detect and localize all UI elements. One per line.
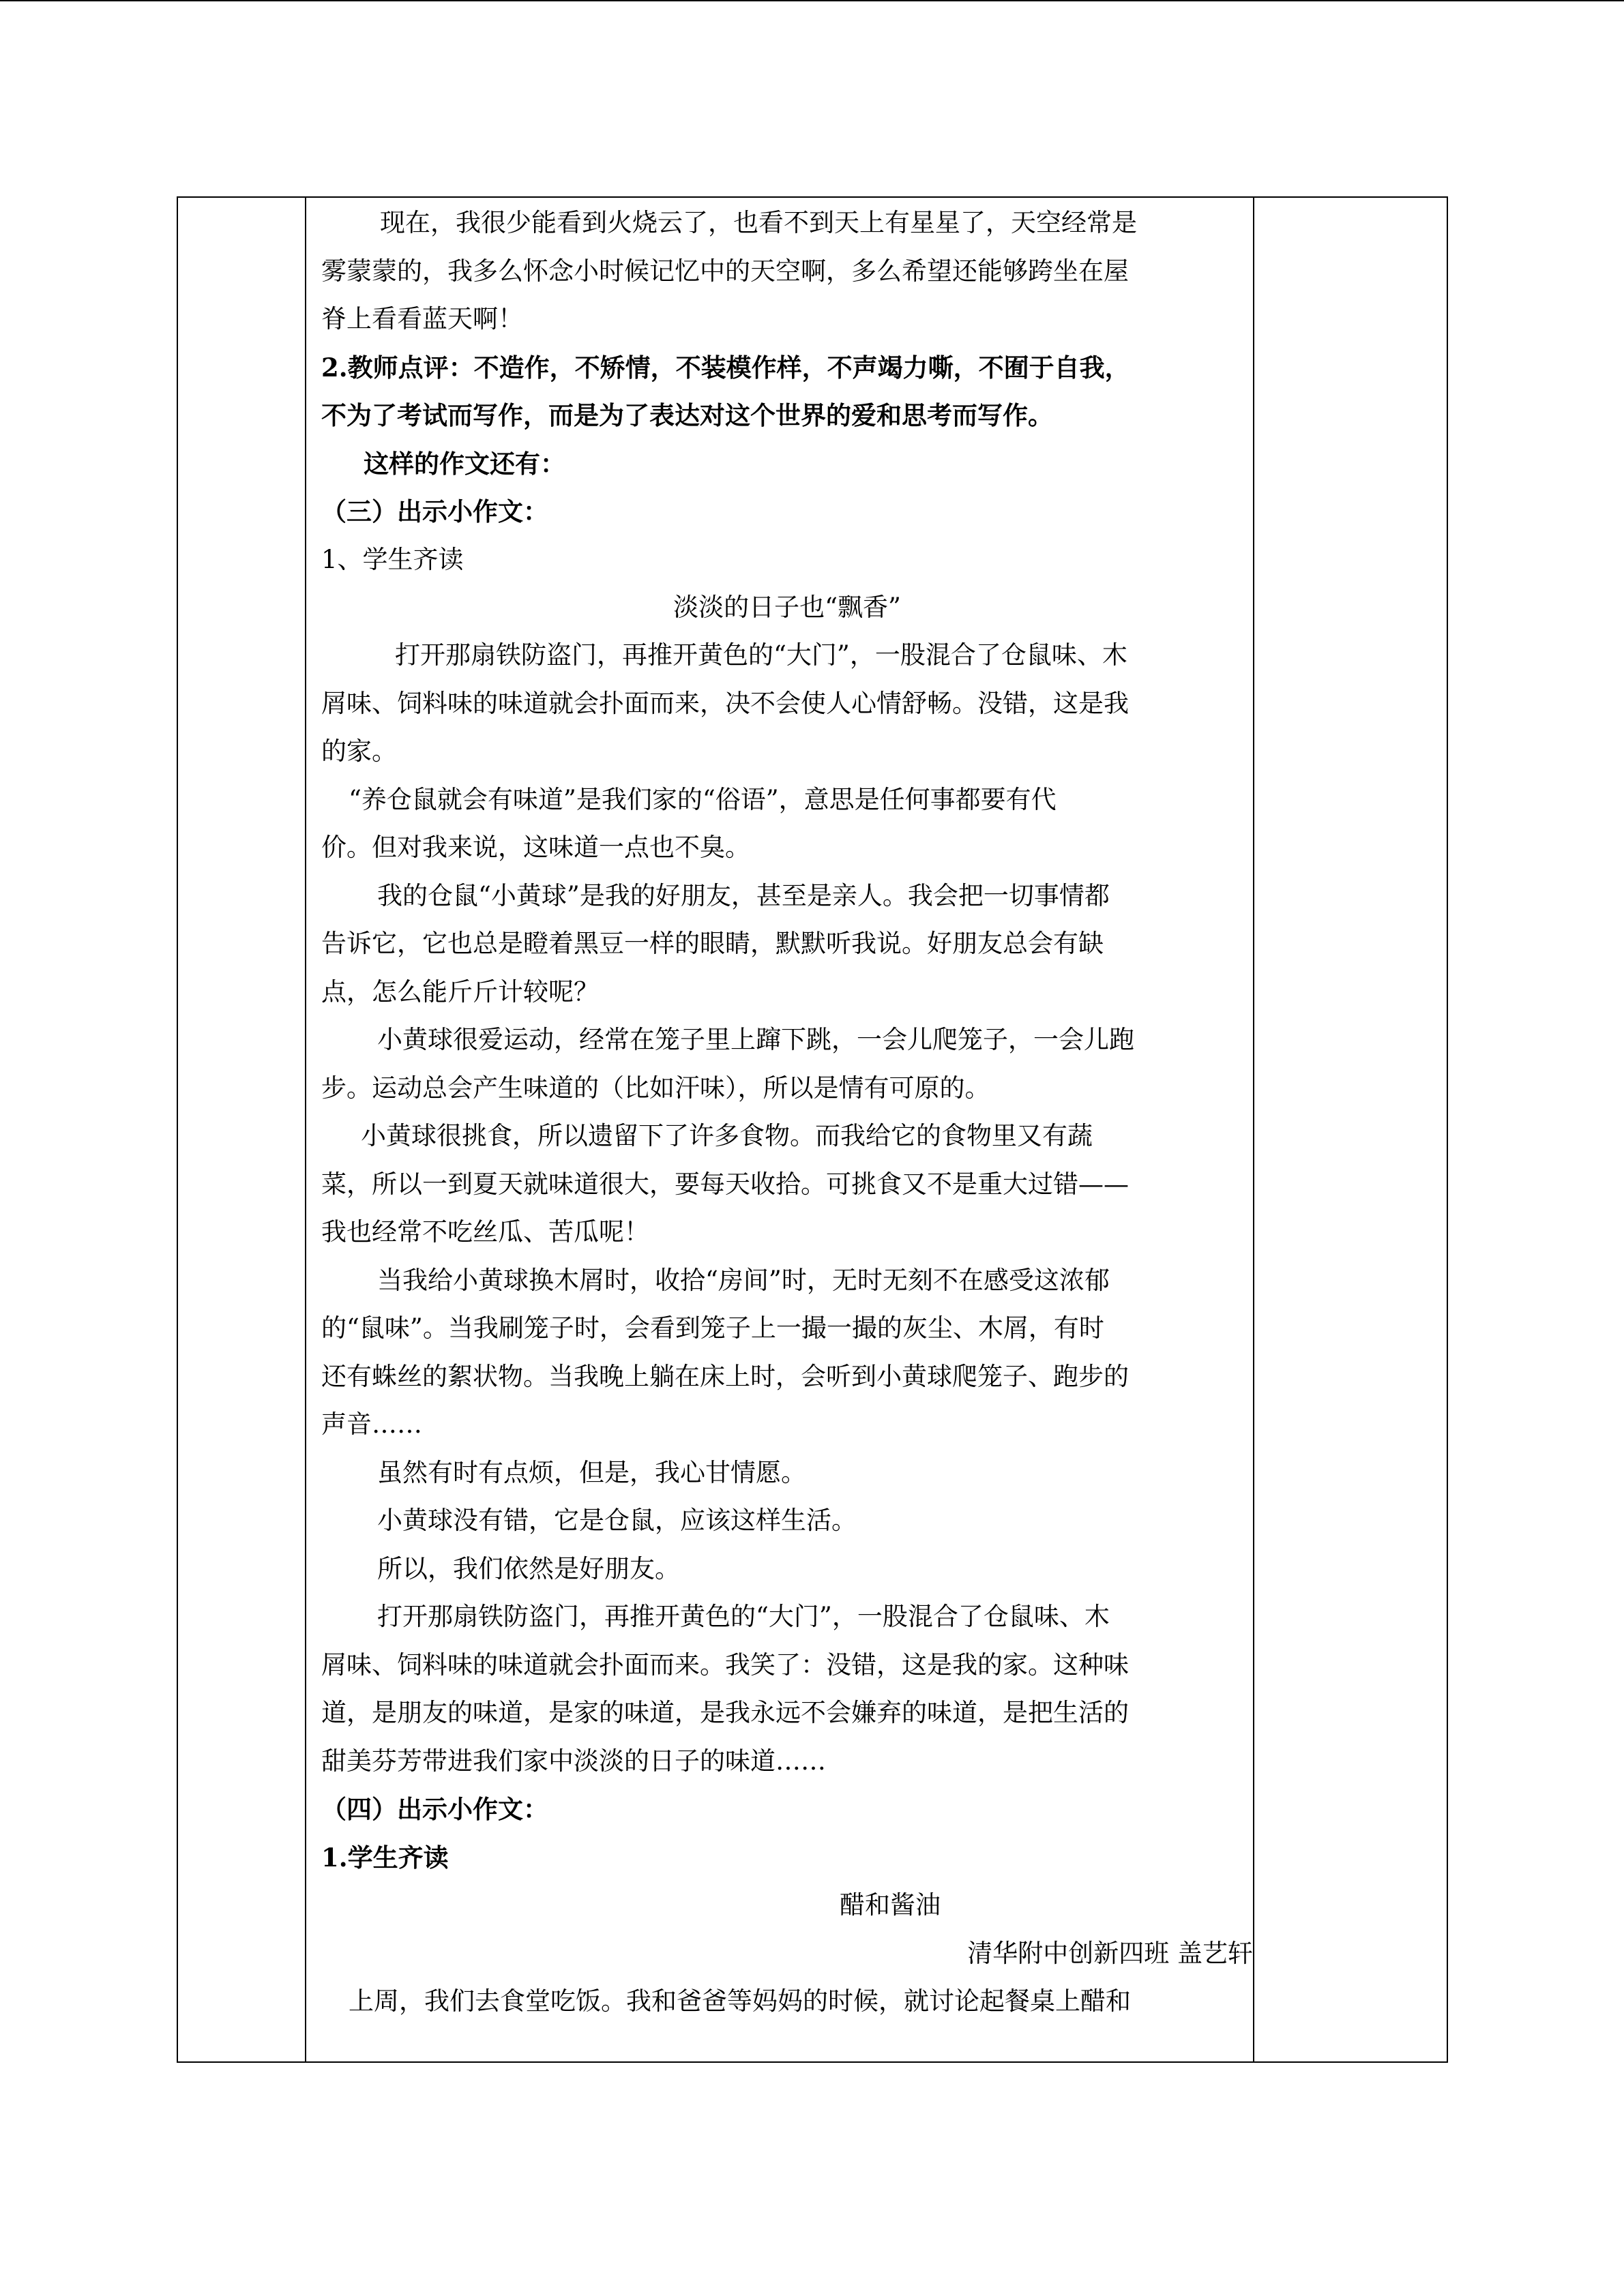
text-line: 的“鼠味”。当我刷笼子时，会看到笼子上一撮一撮的灰尘、木屑，有时 xyxy=(321,1313,1104,1343)
text-line: 醋和酱油 xyxy=(840,1890,941,1920)
text-line: 不为了考试而写作，而是为了表达对这个世界的爱和思考而写作。 xyxy=(321,400,1053,430)
text-line: 淡淡的日子也“飘香” xyxy=(673,593,901,622)
text-line: 上周，我们去食堂吃饭。我和爸爸等妈妈的时候，就讨论起餐桌上醋和 xyxy=(349,1986,1131,2016)
text-line: 小黄球很挑食，所以遗留下了许多食物。而我给它的食物里又有蔬 xyxy=(361,1121,1093,1150)
text-line: 屑味、饲料味的味道就会扑面而来，决不会使人心情舒畅。没错，这是我 xyxy=(321,689,1129,718)
text-line: 打开那扇铁防盗门，再推开黄色的“大门”，一股混合了仓鼠味、木 xyxy=(395,640,1127,670)
text-line: 雾蒙蒙的，我多么怀念小时候记忆中的天空啊，多么希望还能够跨坐在屋 xyxy=(321,256,1129,286)
text-line: 价。但对我来说，这味道一点也不臭。 xyxy=(321,833,750,862)
text-line: “养仓鼠就会有味道”是我们家的“俗语”，意思是任何事都要有代 xyxy=(349,785,1057,814)
text-line: 虽然有时有点烦，但是，我心甘情愿。 xyxy=(377,1458,806,1487)
text-line: 告诉它，它也总是瞪着黑豆一样的眼睛，默默听我说。好朋友总会有缺 xyxy=(321,929,1104,958)
text-line: 1、学生齐读 xyxy=(321,545,464,574)
text-line: 当我给小黄球换木屑时，收拾“房间”时，无时无刻不在感受这浓郁 xyxy=(377,1266,1110,1295)
text-line: 清华附中创新四班 盖艺轩 xyxy=(967,1939,1253,1968)
text-line: 点，怎么能斤斤计较呢？ xyxy=(321,977,599,1007)
text-line: 还有蛛丝的絮状物。当我晚上躺在床上时，会听到小黄球爬笼子、跑步的 xyxy=(321,1362,1129,1391)
text-line: 打开那扇铁防盗门，再推开黄色的“大门”，一股混合了仓鼠味、木 xyxy=(377,1602,1110,1631)
text-line: 1.学生齐读 xyxy=(321,1843,449,1873)
text-line: 脊上看看蓝天啊！ xyxy=(321,304,523,333)
text-line: 甜美芬芳带进我们家中淡淡的日子的味道…… xyxy=(321,1746,826,1776)
text-line: 菜，所以一到夏天就味道很大，要每天收拾。可挑食又不是重大过错—— xyxy=(321,1169,1129,1199)
text-line: 步。运动总会产生味道的（比如汗味），所以是情有可原的。 xyxy=(321,1073,990,1103)
text-line: 小黄球很爱运动，经常在笼子里上蹿下跳，一会儿爬笼子，一会儿跑 xyxy=(377,1025,1134,1054)
text-line: 2.教师点评：不造作，不矫情，不装模作样，不声竭力嘶，不囿于自我， xyxy=(321,353,1130,383)
page-top-border xyxy=(0,0,1624,1)
text-line: 屑味、饲料味的味道就会扑面而来。我笑了：没错，这是我的家。这种味 xyxy=(321,1650,1129,1680)
text-line: 我的仓鼠“小黄球”是我的好朋友，甚至是亲人。我会把一切事情都 xyxy=(377,881,1110,910)
text-line: 声音…… xyxy=(321,1410,422,1439)
text-line: 我也经常不吃丝瓜、苦瓜呢！ xyxy=(321,1217,649,1247)
text-line: （三）出示小作文： xyxy=(321,496,548,526)
text-line: 小黄球没有错，它是仓鼠，应该这样生活。 xyxy=(377,1506,857,1535)
text-line: 道，是朋友的味道，是家的味道，是我永远不会嫌弃的味道，是把生活的 xyxy=(321,1698,1129,1727)
column-divider xyxy=(305,198,306,2061)
text-line: 现在，我很少能看到火烧云了，也看不到天上有星星了，天空经常是 xyxy=(380,208,1137,237)
text-line: 这样的作文还有： xyxy=(364,449,565,479)
text-line: 所以，我们依然是好朋友。 xyxy=(377,1554,680,1583)
text-line: （四）出示小作文： xyxy=(321,1794,548,1824)
text-line: 的家。 xyxy=(321,736,397,766)
lesson-content-cell xyxy=(321,196,1253,2063)
